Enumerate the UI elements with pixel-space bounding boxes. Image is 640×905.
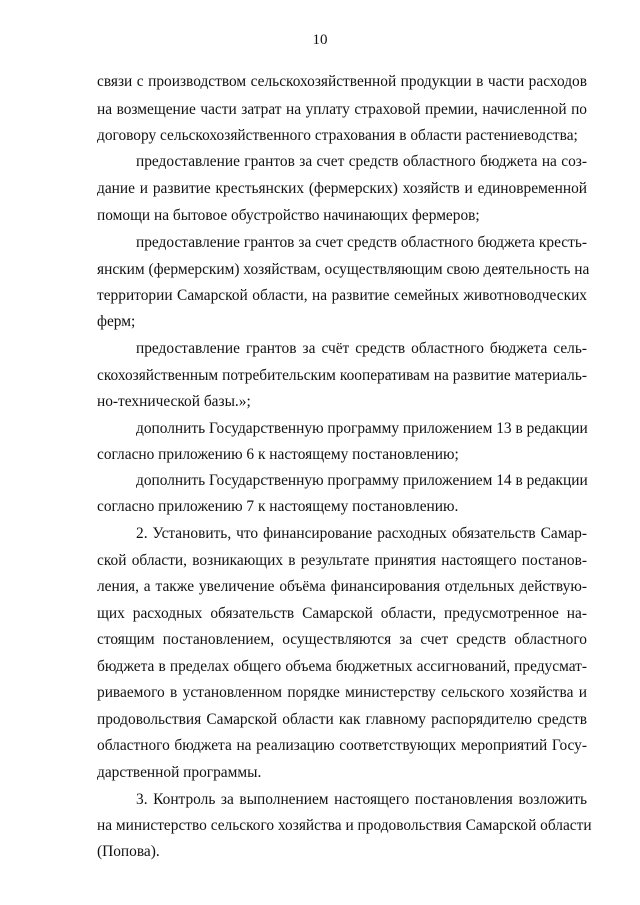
text-line: помощи на бытовое обустройство начинающих фермеров; bbox=[97, 207, 480, 224]
text-line: стоящим постановлением, осуществляются за счет средств областного bbox=[97, 631, 587, 648]
text-line: связи с производством сельскохозяйственной продукции в части расходов bbox=[97, 73, 587, 90]
text-line: продовольствия Самарской области как главному распорядителю средств bbox=[97, 711, 587, 728]
text-line: согласно приложению 7 к настоящему постановлению. bbox=[97, 498, 459, 515]
text-line: предоставление грантов за счет средств областного бюджета на соз- bbox=[136, 153, 587, 170]
text-line: риваемого в установленном порядке министерству сельского хозяйства и bbox=[97, 684, 587, 701]
text-line: предоставление грантов за счёт средств областного бюджета сель- bbox=[136, 340, 587, 357]
text-line: но-технической базы.»; bbox=[97, 393, 251, 410]
text-line: на министерство сельского хозяйства и продовольствия Самарской области bbox=[97, 817, 592, 834]
text-line: дание и развитие крестьянских (фермерских) хозяйств и единовременной bbox=[97, 180, 587, 197]
text-line: дополнить Государственную программу приложением 13 в редакции bbox=[136, 420, 588, 437]
text-line: договору сельскохозяйственного страхования в области растениеводства; bbox=[97, 127, 578, 144]
text-line: скохозяйственным потребительским кооперативам на развитие материаль- bbox=[97, 367, 587, 384]
text-line: областного бюджета на реализацию соответствующих мероприятий Госу- bbox=[97, 737, 587, 754]
text-line: янским (фермерским) хозяйствам, осуществляющим свою деятельность на bbox=[97, 261, 590, 278]
text-line: ферм; bbox=[97, 313, 136, 330]
text-line: согласно приложению 6 к настоящему постановлению; bbox=[97, 446, 459, 463]
text-line: 2. Установить, что финансирование расходных обязательств Самар- bbox=[136, 525, 587, 542]
text-line: ской области, возникающих в результате принятия настоящего постанов- bbox=[97, 552, 587, 569]
text-line: щих расходных обязательств Самарской области, предусмотренное на- bbox=[97, 605, 587, 622]
text-line: 3. Контроль за выполнением настоящего постановления возложить bbox=[136, 791, 587, 808]
page-number: 10 bbox=[312, 32, 328, 48]
text-line: (Попова). bbox=[97, 843, 160, 860]
text-line: территории Самарской области, на развитие семейных животноводческих bbox=[97, 287, 587, 304]
text-line: на возмещение части затрат на уплату страховой премии, начисленной по bbox=[97, 101, 587, 118]
text-line: дарственной программы. bbox=[97, 764, 262, 781]
text-line: предоставление грантов за счет средств областного бюджета кресть- bbox=[136, 234, 587, 251]
text-line: бюджета в пределах общего объема бюджетных ассигнований, предусмат- bbox=[97, 658, 587, 675]
text-line: ления, а также увеличение объёма финансирования отдельных действую- bbox=[97, 578, 587, 595]
text-line: дополнить Государственную программу приложением 14 в редакции bbox=[136, 472, 588, 489]
